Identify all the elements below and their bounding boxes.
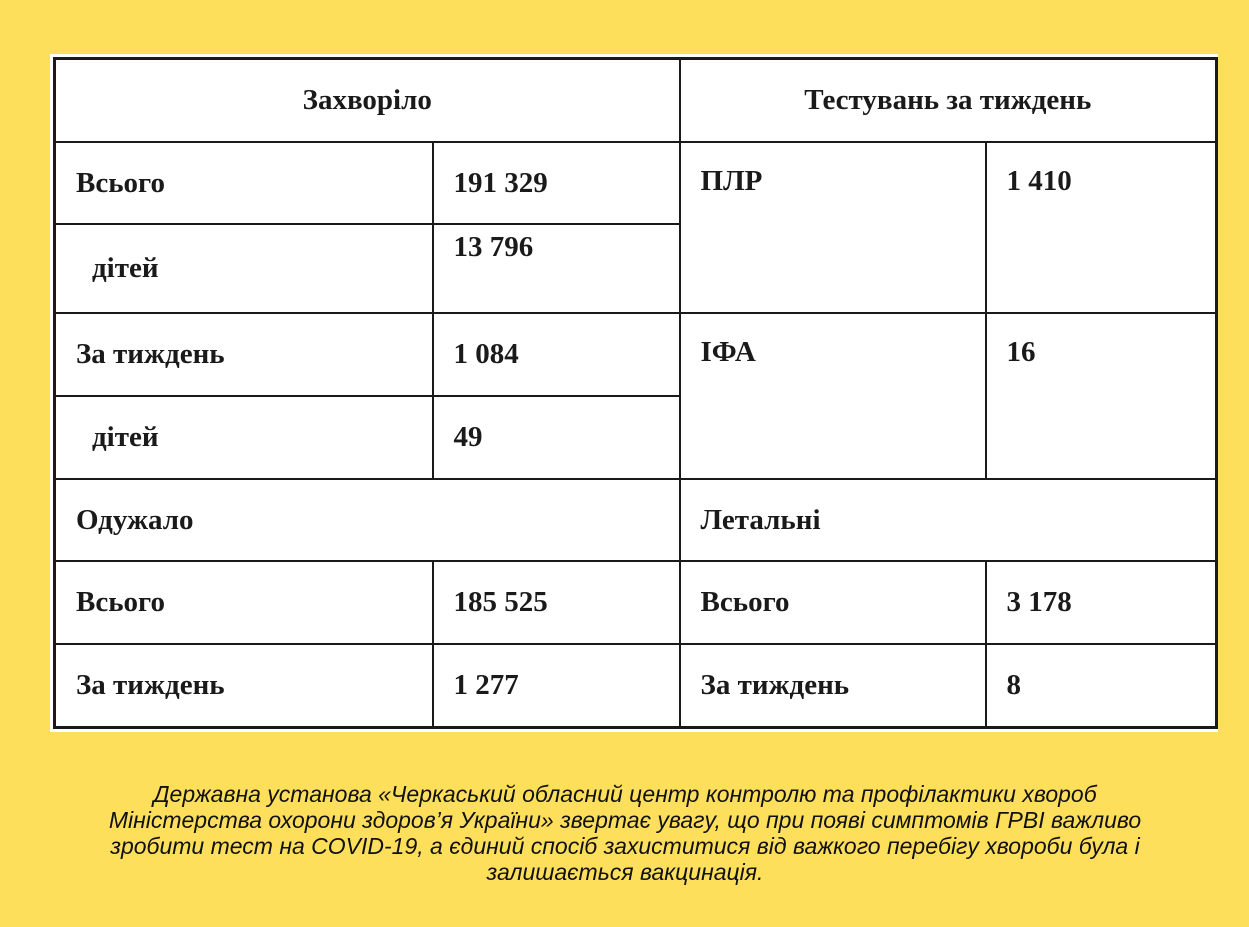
footer-line: зробити тест на COVID-19, а єдиний спосіб захиститися від важкого перебігу хвороби була і (110, 833, 1140, 859)
sick-week-label: За тиждень (55, 313, 433, 396)
recovered-total-value: 185 525 (433, 561, 680, 644)
pcr-value: 1 410 (986, 142, 1217, 314)
lethal-total-value: 3 178 (986, 561, 1217, 644)
sick-total-value: 191 329 (433, 142, 680, 225)
lethal-header: Летальні (680, 479, 1217, 562)
sick-children-label: дітей (55, 224, 433, 313)
table-row (55, 313, 1217, 396)
lethal-week-value: 8 (986, 644, 1217, 727)
footer-notice (30, 781, 1220, 885)
ifa-value: 16 (986, 313, 1217, 478)
table-row (55, 59, 1217, 142)
recovered-header: Одужало (55, 479, 680, 562)
sick-week-children-label: дітей (55, 396, 433, 479)
statistics-table-panel (50, 54, 1218, 732)
recovered-week-value: 1 277 (433, 644, 680, 727)
lethal-week-label: За тиждень (680, 644, 986, 727)
sick-total-label: Всього (55, 142, 433, 225)
tests-header: Тестувань за тиждень (680, 59, 1217, 142)
lethal-total-label: Всього (680, 561, 986, 644)
footer-line: залишається вакцинація. (486, 859, 764, 885)
table-row (55, 561, 1217, 644)
table-row (55, 644, 1217, 727)
ifa-label: ІФА (680, 313, 986, 478)
sick-week-children-value: 49 (433, 396, 680, 479)
table-row (55, 142, 1217, 225)
footer-line: Міністерства охорони здоров’я України» звертає увагу, що при появі симптомів ГРВІ важливо (108, 807, 1142, 833)
pcr-label: ПЛР (680, 142, 986, 314)
sick-header: Захворіло (55, 59, 680, 142)
recovered-week-label: За тиждень (55, 644, 433, 727)
table-row (55, 479, 1217, 562)
covid-statistics-table (53, 57, 1218, 729)
sick-children-value: 13 796 (433, 224, 680, 313)
recovered-total-label: Всього (55, 561, 433, 644)
sick-week-value: 1 084 (433, 313, 680, 396)
footer-line: Державна установа «Черкаський обласний центр контролю та профілактики хвороб (153, 781, 1097, 807)
